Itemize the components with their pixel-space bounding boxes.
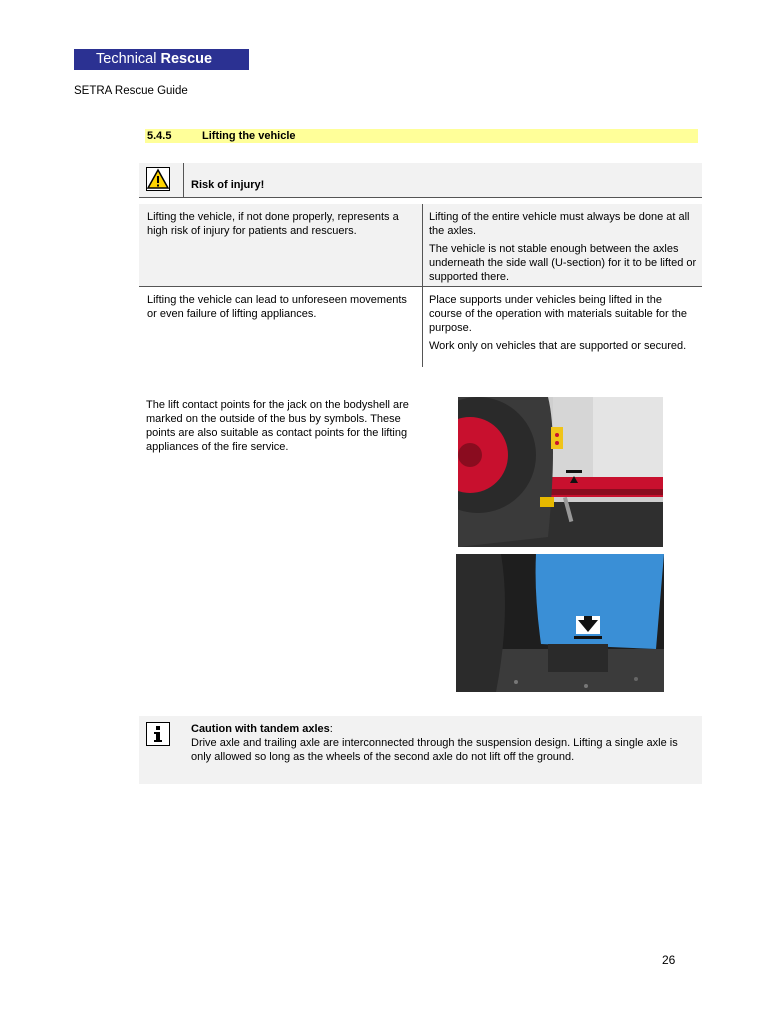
page-number: 26 (662, 953, 676, 967)
measure-text: Lifting of the entire vehicle must always be done at all the axles. (429, 211, 690, 237)
info-text-block (191, 722, 691, 764)
info-title-suffix: : (329, 723, 333, 735)
column-divider (422, 287, 423, 367)
warning-header (139, 163, 702, 198)
warning-separator (183, 163, 184, 197)
document-subtitle: SETRA Rescue Guide (74, 85, 188, 97)
technical-rescue-banner (74, 49, 249, 70)
info-box (139, 716, 702, 784)
section-heading (145, 129, 698, 143)
measures-cell (429, 210, 697, 288)
section-title: Lifting the vehicle (202, 130, 296, 142)
blue-bus-lift-symbol-illustration (456, 554, 664, 692)
measure-text: The vehicle is not stable enough between the axles underneath the side wall (U-section) for it to be lifted or supported there. (429, 243, 697, 283)
warning-row (139, 287, 702, 367)
banner-prefix: Technical (96, 51, 157, 67)
measure-text: Work only on vehicles that are supported or secured. (429, 340, 687, 352)
section-number: 5.4.5 (147, 130, 172, 142)
column-divider (422, 204, 423, 286)
measures-cell (429, 293, 697, 357)
info-title: Caution with tandem axles (191, 723, 330, 735)
red-bus-wheel-illustration (458, 397, 663, 547)
banner-bold: Rescue (160, 51, 213, 67)
info-body: Drive axle and trailing axle are interconnected through the suspension design. Lifting a single axle is only allowed so long as the wheels of the second axle do not lift off the ground. (191, 737, 678, 763)
risk-text: Lifting the vehicle, if not done properly, represents a high risk of injury for patients and rescuers. (147, 211, 399, 237)
lift-point-photo-red-bus (458, 397, 663, 547)
info-icon (146, 722, 170, 746)
measure-text: Place supports under vehicles being lifted in the course of the operation with materials suitable for the purpose. (429, 294, 688, 334)
risk-text: Lifting the vehicle can lead to unforeseen movements or even failure of lifting appliances. (147, 294, 407, 320)
lift-point-photo-blue-bus (456, 554, 664, 692)
warning-title: Risk of injury! (191, 179, 265, 191)
warning-row (139, 204, 702, 287)
lift-points-paragraph: The lift contact points for the jack on the bodyshell are marked on the outside of the bus by symbols. These points are also suitable as contact points for the lifting appliances of the fire service. (146, 399, 409, 453)
warning-triangle-icon (146, 167, 170, 191)
